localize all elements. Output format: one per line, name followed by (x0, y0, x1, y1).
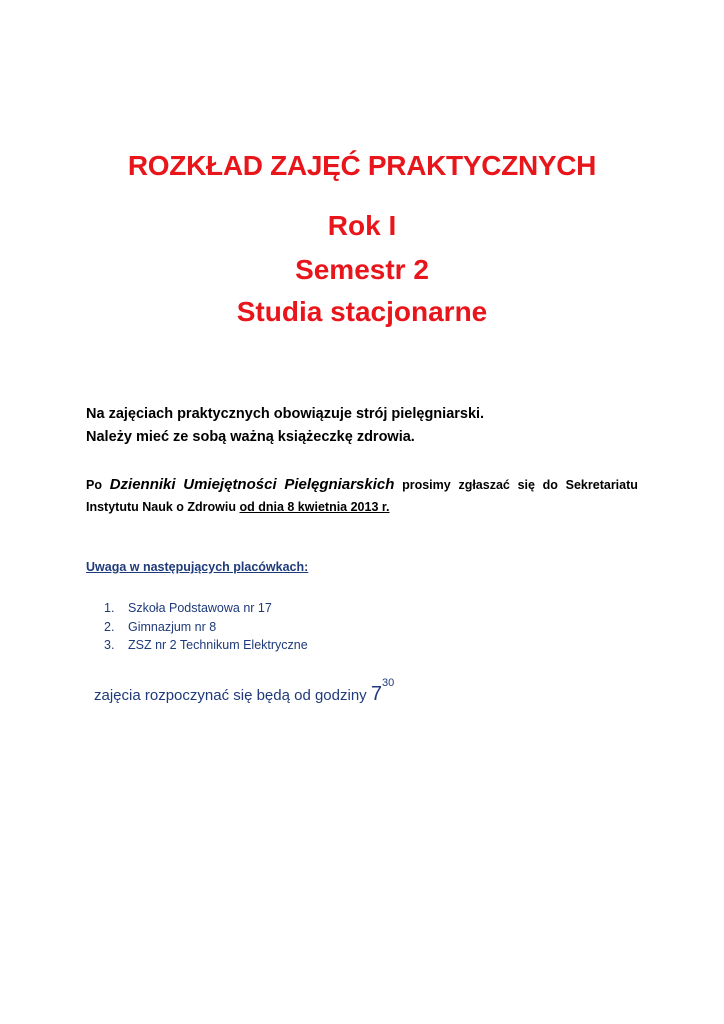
institute-text: Instytutu Nauk o Zdrowiu (86, 500, 240, 514)
word: do (542, 478, 558, 492)
start-hour: 7 (370, 683, 382, 705)
list-label: ZSZ nr 2 Technikum Elektryczne (128, 638, 308, 652)
facilities-list (104, 599, 308, 655)
list-number: 1. (104, 601, 115, 615)
start-time-note (94, 677, 394, 706)
paragraph-line-2 (86, 496, 638, 518)
list-label: Gimnazjum nr 8 (128, 619, 217, 634)
word: zgłaszać (458, 478, 510, 492)
health-book-notice: Należy mieć ze sobą ważną książeczkę zdrowia. (86, 429, 415, 445)
paragraph-line-1 (86, 474, 638, 496)
journal-paragraph (86, 474, 638, 518)
word: prosimy (402, 478, 451, 492)
word: Sekretariatu (565, 478, 638, 492)
start-time-text: zajęcia rozpoczynać się będą od godziny (94, 687, 371, 704)
journal-word: Pielęgniarskich (284, 476, 395, 493)
document-title: ROZKŁAD ZAJĘĆ PRAKTYCZNYCH (127, 150, 597, 181)
start-minutes: 30 (381, 677, 395, 689)
uniform-notice: Na zajęciach praktycznych obowiązuje strój pielęgniarski. (86, 406, 485, 422)
notices (86, 403, 646, 449)
date-text: od dnia 8 kwietnia 2013 r. (239, 500, 390, 514)
list-item (104, 636, 308, 655)
journal-word: Dzienniki (109, 476, 176, 493)
list-number: 2. (104, 619, 115, 634)
word: Po (86, 478, 102, 492)
journal-word: Umiejętności (183, 476, 277, 493)
warning-heading: Uwaga w następujących placówkach: (86, 560, 309, 574)
word: się (517, 478, 535, 492)
year-heading: Rok I (327, 210, 397, 241)
list-number: 3. (104, 638, 115, 652)
list-item (104, 618, 308, 637)
study-mode-heading: Studia stacjonarne (236, 296, 488, 327)
semester-heading: Semestr 2 (295, 254, 429, 285)
list-label: Szkoła Podstawowa nr 17 (128, 601, 272, 615)
list-item (104, 599, 308, 618)
